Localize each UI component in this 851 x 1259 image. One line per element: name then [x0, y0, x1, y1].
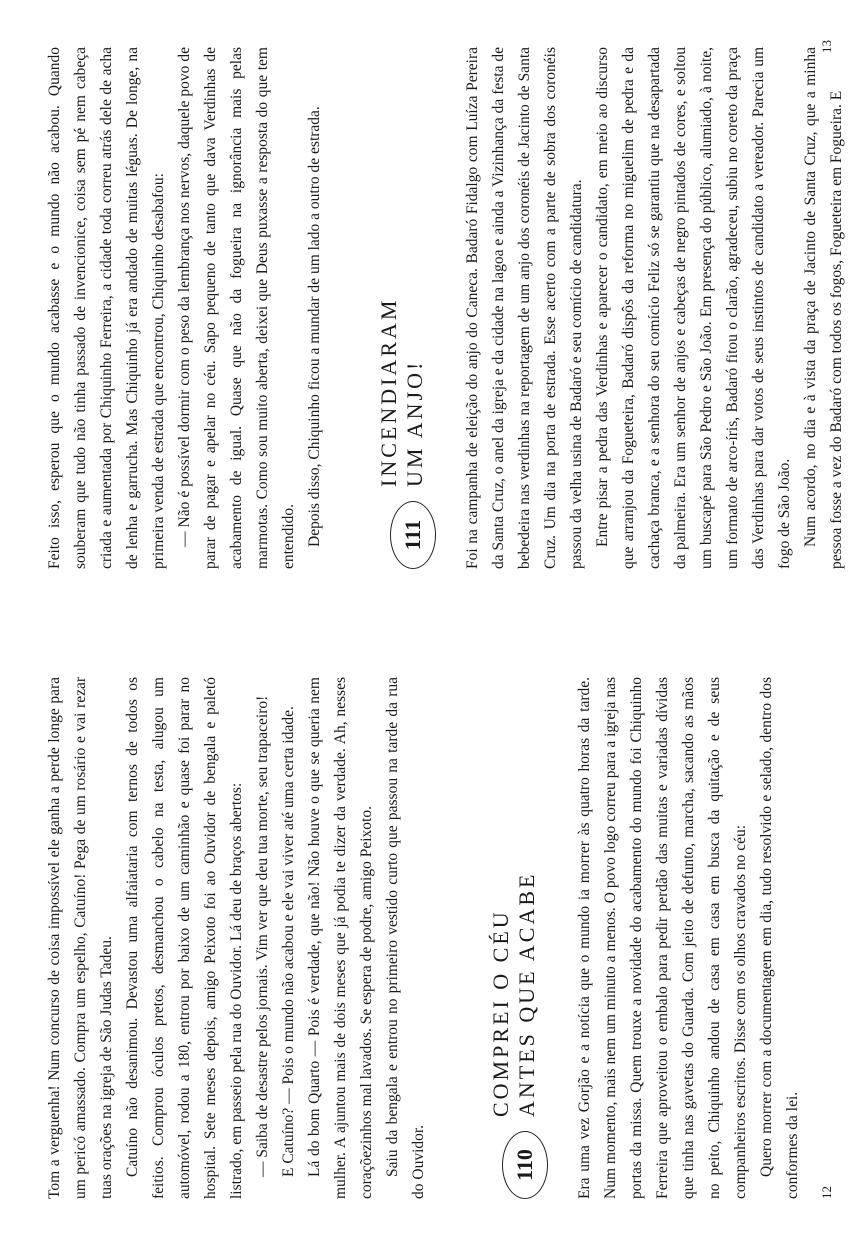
paragraph: Num acordo, no dia e à vista da praça de Jacinto de Santa Cruz, que a minha pessoa fosse a vez do Badaró com todos os fogos, Fogueteira em Fogueira. E	[802, 47, 845, 569]
paragraph: Depois disso, Chiquinho ficou a mundar de um lado a outro de estrada.	[306, 106, 323, 547]
chapter-heading	[368, 47, 460, 569]
right-page-text-column	[42, 47, 850, 569]
paragraph: — Saiba de desastre pelos jornais. Vim ver que deu tua morte, seu trapaceiro!	[254, 695, 271, 1177]
page-number: 12	[819, 1186, 834, 1199]
paragraph: Saiu da bengala e entrou no primeiro vestido curto que passou na tarde da rua do Ouvidor.	[384, 677, 427, 1199]
right-page	[0, 0, 851, 629]
chapter-title	[488, 872, 540, 1117]
chapter-title-line-2: ANTES QUE ACABE	[514, 871, 539, 1117]
paragraph: Lá do bom Quarto — Pois é verdade, que não! Não houve o que se queria nem mulher. A ajuntou mais de dois meses que já podia te dizer da verdade. Ah, nesses coraçõezinhos mal lavados. Se espera de podre, amigo Peixoto.	[306, 677, 375, 1199]
paragraph: Feito isso, esperou que o mundo acabasse e o mundo não acabou. Quando souberam que tudo não tinha passado de invencionice, coisa sem pé nem cabeça criada e aumentada por Chiquinho Ferreira, a cidade toda correu atrás dele de acha de lenha e garrucha. Mas Chiquinho já era andado de muitas léguas. De longe, na primeira venda de estrada que encontrou, Chiquinho desabafou:	[46, 47, 167, 569]
chapter-title-line-1: INCENDIARAM	[376, 297, 401, 487]
chapter-title-line-2: UM ANJO!	[402, 359, 427, 487]
paragraph: — Não é possível dormir com o peso da lembrança nos nervos, daquele povo de parar de pagar e apelar no céu. Sapo pequeno de tanto que dava Verdinhas de acabamento de igual. Quase que não da fogueira na ignorância mais pelas marmotas. Como sou muito aberta, deixei que Deus puxasse a resposta do que tem entendido.	[176, 47, 297, 569]
chapter-heading	[480, 677, 572, 1199]
chapter-title-line-1: COMPREI O CÉU	[488, 909, 513, 1117]
paragraph: Era uma vez Gorjão e a notícia que o mundo ia morrer às quatro horas da tarde. Num momento, mais nem um minuto a menos. O povo logo correu para a igreja nas portas da missa. Quem trouxe a novidade do acabamento do mundo foi Chiquinho Ferreira que aproveitou o embalo para pedir perdão das muitas e variadas dívidas que tinha nas gavetas do Guarda. Com jeito de defunto, marcha, sacando as mãos no peito, Chiquinho andou de casa em casa em busca da quitação e de seus companheiros escritos. Disse com os olhos cravados no céu:	[576, 677, 749, 1199]
paragraph: E Catuíno? — Pois o mundo não acabou e ele vai viver até uma certa idade.	[280, 706, 297, 1177]
left-page	[0, 629, 851, 1259]
paragraph: Tom a verguenha! Num concurso de coisa impossível ele ganha a perde longe para um pericó amassado. Compra um espelho, Catuíno! Pega de um rosário e vai rezar tuas orações na igreja de São Judas Tadeu.	[46, 677, 115, 1199]
paragraph: Catuíno não desanimou. Devastou uma alfaiataria com ternos de todos os feitios. Comprou óculos pretos, desmanchou o cabelo na testa, alugou um automóvel, rodou a 180, entrou por baixo de um caminhão e quase foi parar no hospital. Sete meses depois, amigo Peixoto foi ao Ouvidor de bengala e paletó listrado, em passeio pela rua do Ouvidor. Lá deu de braços abertos:	[124, 677, 245, 1199]
page-number: 13	[819, 40, 834, 53]
paragraph: Entre pisar a pedra das Verdinhas e aparecer o candidato, em meio ao discurso que arranjou da Fogueteira, Badaró dispôs da reforma no miguelim de pedra e da cachaça branca, e a senhora do seu comício Feliz só se garantiu que na desapartada da palmeira. Era um senhor de anjos e cabeças de negro pintados de cores, e soltou um buscapé para São Pedro e São João. Em presença do público, alumiado, à noite, um formato de arco-íris, Badaró fitou o clarão, agradeceu, subiu no coreto da praça das Verdinhas para dar votos de seus instintos de candidato a vereador. Parecia um fogo de São João.	[594, 47, 793, 569]
left-page-text-column	[42, 677, 806, 1199]
paragraph: Foi na campanha de eleição do anjo do Caneca. Badaró Fidalgo com Luíza Pereira da Santa Cruz, o anel da igreja e da cidade na lagoa e ainda a Vizinhança da festa de bebedeira nas verdinhas na reportagem de um anjo dos coronéis de Jacinto de Santa Cruz. Um dia na porta de estrada. Esse acerto com a parte de sobra dos coronéis passou da velha usina de Badaró e seu comício de candidatura.	[464, 47, 585, 569]
chapter-number: 110	[502, 1131, 548, 1199]
paragraph: Quero morrer com a documentagem em dia, tudo resolvido e selado, dentro dos conformes da lei.	[758, 677, 801, 1199]
chapter-number: 111	[390, 501, 436, 569]
chapter-title	[376, 298, 428, 487]
